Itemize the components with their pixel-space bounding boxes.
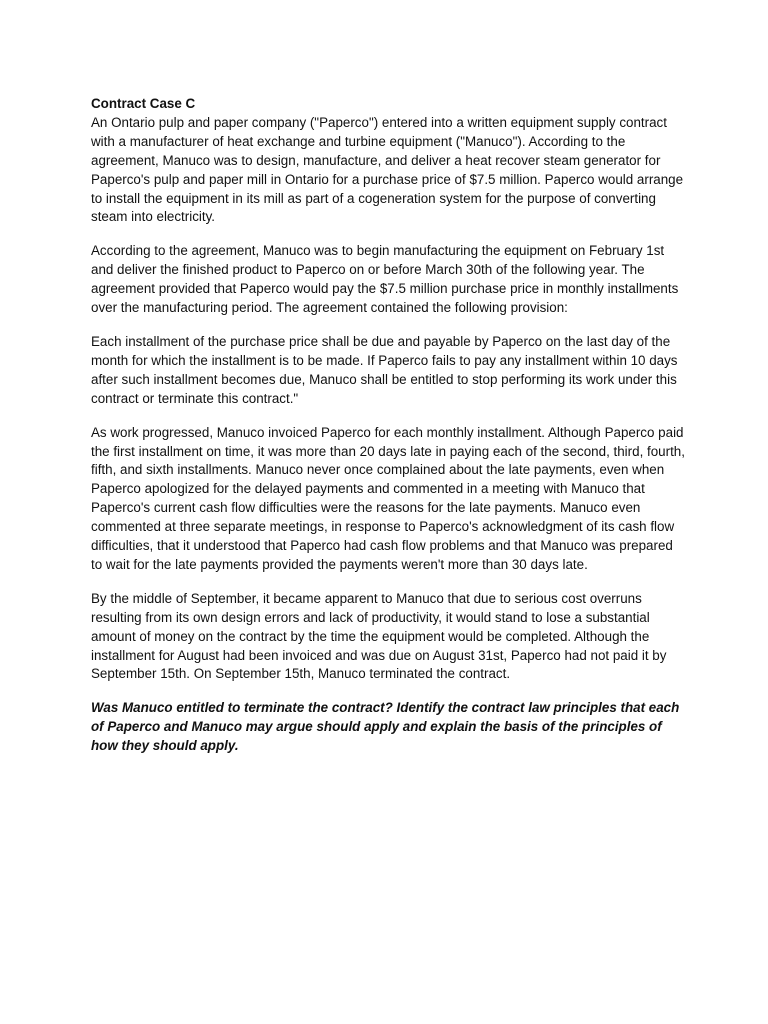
paragraph-agreement: According to the agreement, Manuco was to begin manufacturing the equipment on February 1st and deliver the finished product to Paperco on or before March 30th of the following year. The agreement provided that Paperco would pay the $7.5 million purchase price in monthly installments over the manufacturing period. The agreement contained the following provision: (91, 243, 679, 316)
paragraph-late-payments: As work progressed, Manuco invoiced Paperco for each monthly installment. Although Paperco paid the first installment on time, it was more than 20 days late in paying each of the second, third, fourth, fifth, and sixth installments. Manuco never once complained about the late payments, even when Paperco apologized for the delayed payments and commented in a meeting with Manuco that Paperco's current cash flow difficulties were the reasons for the late payments. Manuco even commented at three separate meetings, in response to Paperco's acknowledgment of its cash flow difficulties, that it understood that Paperco had cash flow problems and that Manuco was prepared to wait for the late payments provided the payments weren't more than 30 days late. (91, 424, 685, 572)
paragraph-facts: An Ontario pulp and paper company ("Paperco") entered into a written equipment supply contract with a manufacturer of heat exchange and turbine equipment ("Manuco"). According to the agreement, Manuco was to design, manufacture, and deliver a heat recover steam generator for Paperco's pulp and paper mill in Ontario for a purchase price of $7.5 million. Paperco would arrange to install the equipment in its mill as part of a cogeneration system for the purpose of converting steam into electricity. (91, 114, 684, 225)
document-page (91, 95, 687, 756)
paragraph-termination: By the middle of September, it became apparent to Manuco that due to serious cost overruns resulting from its own design errors and lack of productivity, it would stand to lose a substantial amount of money on the contract by the time the equipment would be completed. Although the installment for August had been invoiced and was due on August 31st, Paperco had not paid it by September 15th. On September 15th, Manuco terminated the contract. (91, 590, 667, 682)
case-question: Was Manuco entitled to terminate the contract? Identify the contract law principles that each of Paperco and Manuco may argue should apply and explain the basis of the principles of how they should apply. (91, 700, 680, 754)
document-title: Contract Case C (91, 96, 196, 111)
paragraph-provision: Each installment of the purchase price shall be due and payable by Paperco on the last day of the month for which the installment is to be made. If Paperco fails to pay any installment within 10 days after such installment becomes due, Manuco shall be entitled to stop performing its work under this contract or terminate this contract." (91, 333, 678, 406)
